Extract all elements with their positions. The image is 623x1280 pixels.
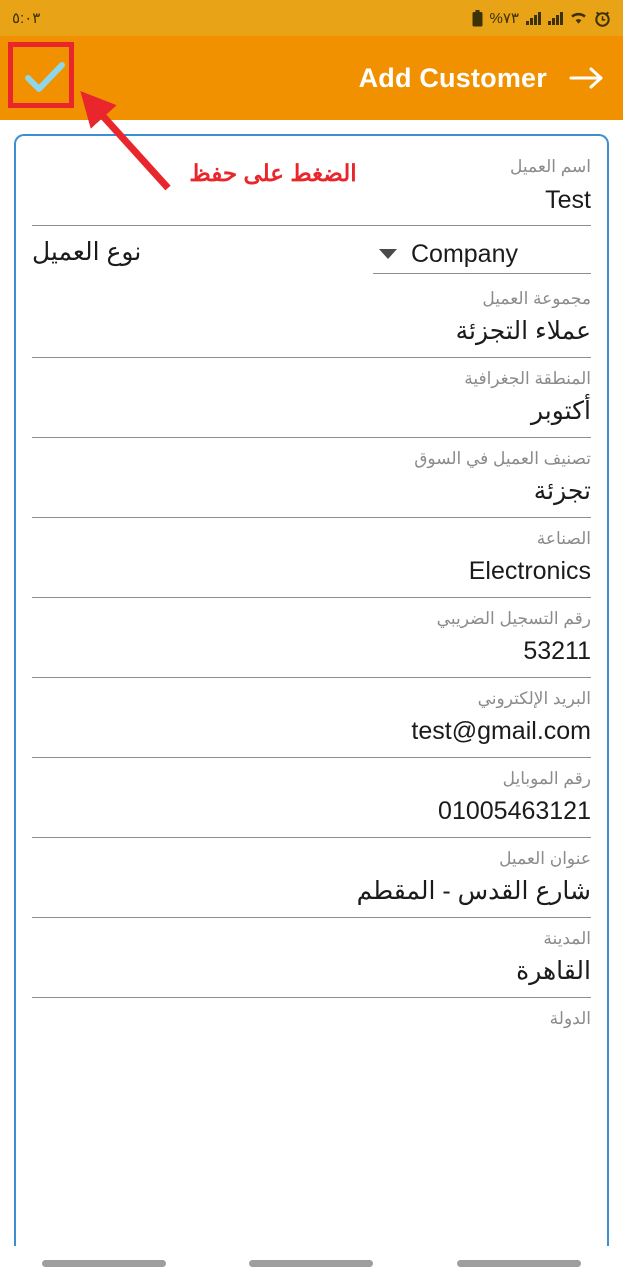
- wifi-icon: [570, 11, 587, 25]
- nav-pill-back[interactable]: [42, 1260, 166, 1267]
- customer-name-input[interactable]: Test: [545, 185, 591, 214]
- battery-icon: [472, 10, 483, 27]
- field-country[interactable]: [32, 998, 591, 1038]
- field-mobile-number[interactable]: [32, 758, 591, 838]
- mobile-number-input[interactable]: 01005463121: [438, 797, 591, 825]
- field-label: نوع العميل: [32, 238, 142, 266]
- field-label: المدينة: [543, 928, 591, 948]
- field-label: تصنيف العميل في السوق: [414, 448, 591, 468]
- arrow-right-icon[interactable]: [569, 65, 605, 91]
- field-label: الدولة: [549, 1008, 591, 1028]
- customer-address-input[interactable]: شارع القدس - المقطم: [356, 877, 591, 905]
- nav-pill-recents[interactable]: [457, 1260, 581, 1267]
- market-classification-input[interactable]: تجزئة: [533, 477, 591, 505]
- field-label: البريد الإلكتروني: [477, 688, 591, 708]
- field-market-classification[interactable]: [32, 438, 591, 518]
- field-industry[interactable]: [32, 518, 591, 598]
- tax-registration-input[interactable]: 53211: [523, 637, 591, 665]
- form-scroll-area[interactable]: [0, 120, 623, 1280]
- check-icon[interactable]: [25, 61, 65, 95]
- field-label: رقم الموبايل: [502, 768, 591, 788]
- save-button[interactable]: [14, 47, 76, 109]
- status-bar: [0, 0, 623, 36]
- city-input[interactable]: القاهرة: [516, 957, 591, 985]
- field-email[interactable]: [32, 678, 591, 758]
- annotation-label: الضغط على حفظ: [189, 160, 357, 186]
- field-label: اسم العميل: [510, 157, 591, 176]
- field-label: رقم التسجيل الضريبي: [436, 608, 591, 628]
- status-bar-left-icons: [472, 9, 611, 27]
- battery-percent-label: %٧٣: [489, 10, 519, 27]
- system-navigation-bar: [0, 1246, 623, 1280]
- clock-label: ٥:٠٣: [12, 10, 41, 27]
- customer-type-value: Company: [411, 239, 518, 268]
- customer-form-card: [14, 134, 609, 1280]
- field-label: المنطقة الجغرافية: [464, 368, 591, 388]
- nav-pill-home[interactable]: [249, 1260, 373, 1267]
- app-bar-right: [359, 63, 605, 94]
- field-tax-registration-number[interactable]: [32, 598, 591, 678]
- customer-type-select[interactable]: [373, 240, 591, 274]
- field-label: مجموعة العميل: [482, 288, 591, 308]
- industry-input[interactable]: Electronics: [468, 557, 591, 585]
- alarm-icon: [594, 10, 611, 27]
- signal-bars-icon: [526, 11, 541, 25]
- geographic-area-input[interactable]: أكتوبر: [530, 397, 591, 425]
- field-customer-group[interactable]: [32, 278, 591, 358]
- field-customer-name[interactable]: [32, 146, 591, 226]
- page-title: Add Customer: [358, 62, 547, 93]
- email-field[interactable]: test@gmail.com: [411, 717, 591, 745]
- field-label: الصناعة: [536, 528, 591, 548]
- field-geographic-area[interactable]: [32, 358, 591, 438]
- customer-group-input[interactable]: عملاء التجزئة: [455, 317, 591, 345]
- field-city[interactable]: [32, 918, 591, 998]
- field-customer-type[interactable]: [32, 226, 591, 278]
- chevron-down-icon[interactable]: [379, 249, 397, 259]
- field-label: عنوان العميل: [499, 848, 591, 868]
- app-bar: [0, 36, 623, 120]
- field-customer-address[interactable]: [32, 838, 591, 918]
- signal-bars-icon-2: [548, 11, 563, 25]
